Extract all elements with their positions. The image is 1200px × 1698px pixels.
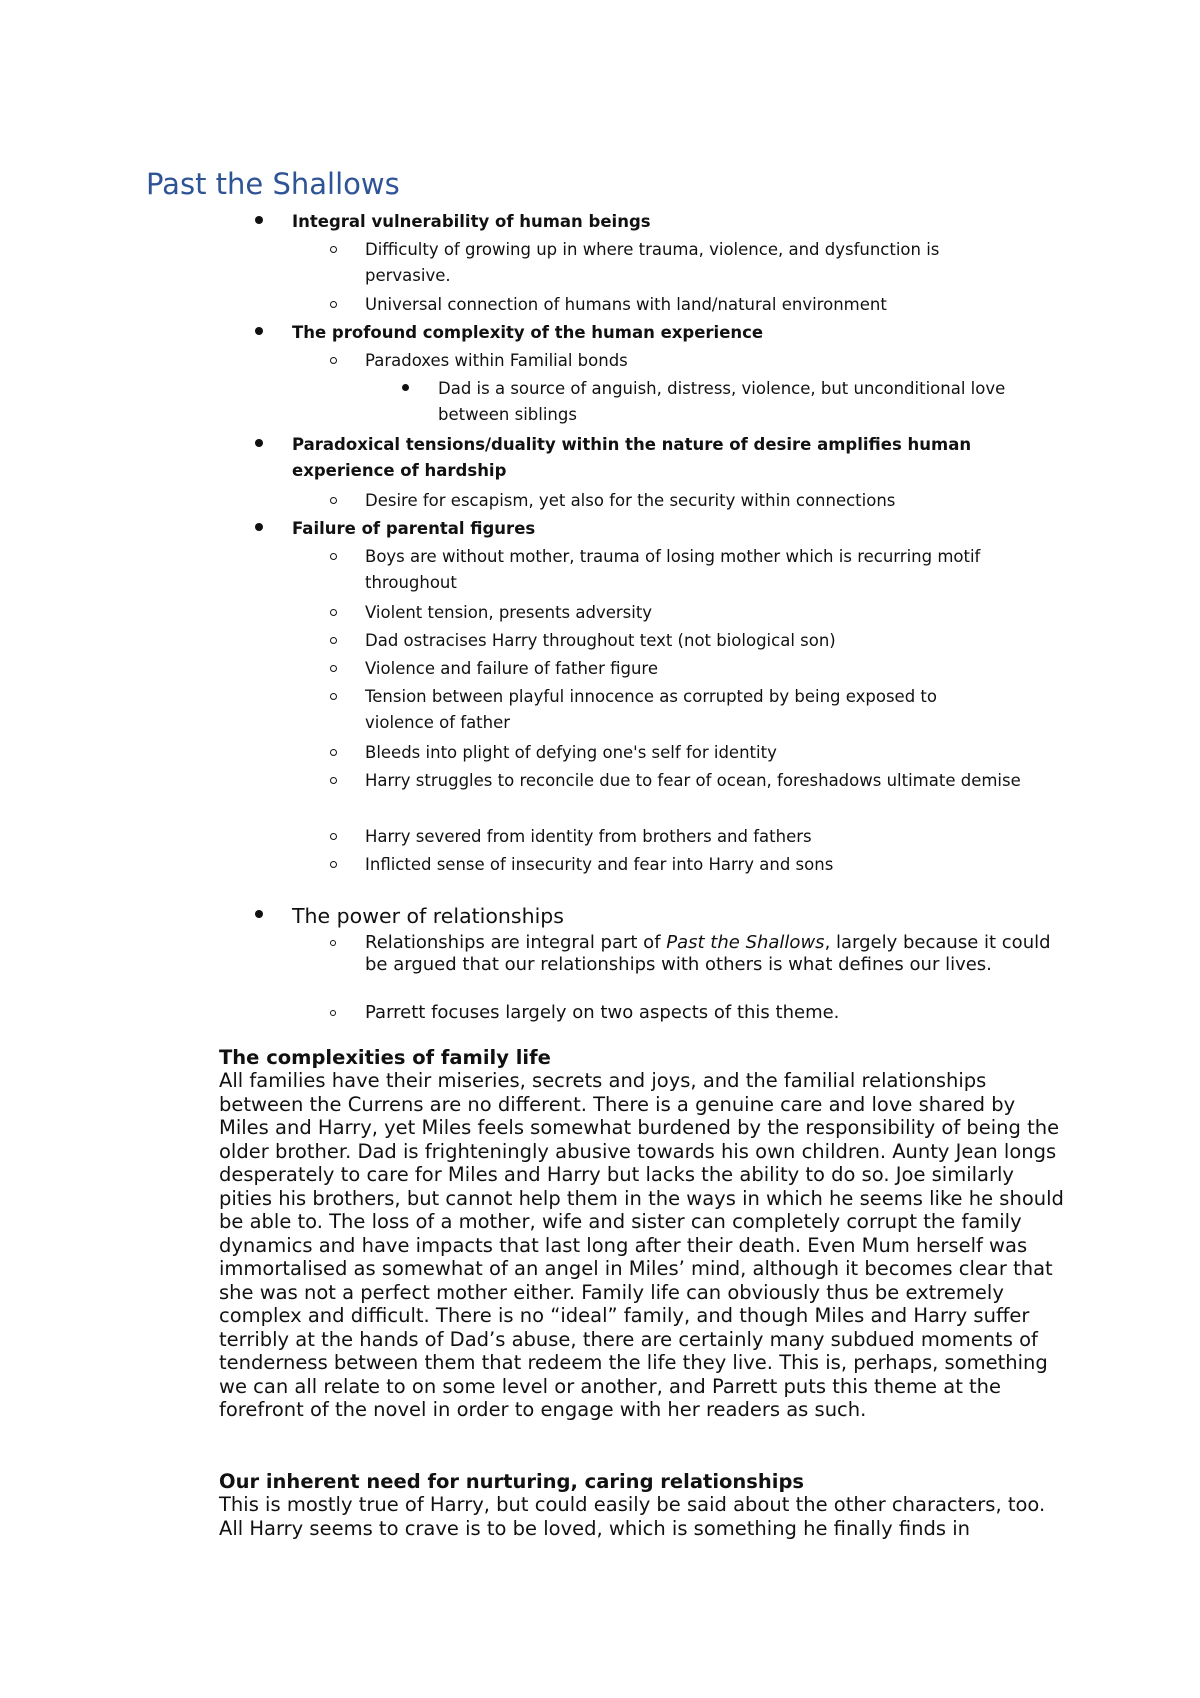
outline-item-text: Parrett focuses largely on two aspects of this theme. <box>365 1002 840 1023</box>
outline-item-text: Inflicted sense of insecurity and fear into Harry and sons <box>365 855 834 874</box>
point-playful-innocence <box>365 684 1005 736</box>
outline-item-text: Boys are without mother, trauma of losing mother which is recurring motif throughout <box>365 547 981 592</box>
bullet-icon <box>255 523 263 531</box>
circle-bullet-icon <box>330 497 337 504</box>
topic-vulnerability <box>292 209 1012 235</box>
topic-power-of-relationships <box>292 902 1012 930</box>
outline-item-text: The power of relationships <box>292 904 564 928</box>
point-violent-tension <box>365 600 1055 626</box>
point-paradoxes <box>365 348 1055 374</box>
novel-title: Past the Shallows <box>666 932 825 953</box>
outline-item-text: Desire for escapism, yet also for the security within connections <box>365 491 896 510</box>
outline-item-text: Dad ostracises Harry throughout text (not biological son) <box>365 631 836 650</box>
circle-bullet-icon <box>330 861 337 868</box>
bullet-icon <box>255 216 263 224</box>
outline-item-text: Difficulty of growing up in where trauma, violence, and dysfunction is pervasive. <box>365 240 940 285</box>
outline-item-text: Dad is a source of anguish, distress, violence, but unconditional love between siblings <box>438 379 1006 424</box>
circle-bullet-icon <box>330 1010 336 1016</box>
outline-item-text: The profound complexity of the human experience <box>292 323 764 342</box>
circle-bullet-icon <box>330 609 337 616</box>
circle-bullet-icon <box>330 777 337 784</box>
outline-item-text: Harry severed from identity from brothers and fathers <box>365 827 812 846</box>
point-growing-up <box>365 237 1025 289</box>
outline-item-text: Failure of parental figures <box>292 519 536 538</box>
paragraph-family-life: All families have their miseries, secrets and joys, and the familial relationships between the Currens are no different. There is a genuine care and love shared by Miles and Harry, yet Miles feels somewhat burdened by the responsibility of being the older brother. Dad is frighteningly abusive towards his own children. Aunty Jean longs desperately to care for Miles and Harry but lacks the ability to do so. Joe similarly pities his brothers, but cannot help them in the ways in which he seems like he should be able to. The loss of a mother, wife and sister can completely corrupt the family dynamics and have impacts that last long after their death. Even Mum herself was immortalised as somewhat of an angel in Miles’ mind, although it becomes clear that she was not a perfect mother either. Family life can obviously thus be extremely complex and difficult. There is no “ideal” family, and though Miles and Harry suffer terribly at the hands of Dad’s abuse, there are certainly many subdued moments of tenderness between them that redeem the life they live. This is, perhaps, something we can all relate to on some level or another, and Parrett puts this theme at the forefront of the novel in order to engage with her readers as such. <box>219 1069 1064 1421</box>
bullet-icon <box>255 910 263 918</box>
point-without-mother <box>365 544 1045 596</box>
circle-bullet-icon <box>330 246 337 253</box>
circle-bullet-icon <box>330 637 337 644</box>
circle-bullet-icon <box>330 833 337 840</box>
point-insecurity <box>365 852 1055 878</box>
topic-desire-duality <box>292 432 972 484</box>
bullet-icon <box>255 439 263 447</box>
subpoint-dad-anguish <box>438 376 1063 428</box>
page-title: Past the Shallows <box>146 167 400 201</box>
circle-bullet-icon <box>330 357 337 364</box>
topic-complexity <box>292 320 1012 346</box>
point-escapism <box>365 488 1055 514</box>
circle-bullet-icon <box>330 749 337 756</box>
circle-bullet-icon <box>330 553 337 560</box>
point-land-connection <box>365 292 1055 318</box>
point-fear-of-ocean <box>365 768 1025 794</box>
circle-bullet-icon <box>330 301 337 308</box>
point-text-after: , largely because it could be argued that our relationships with others is what defines our lives. <box>365 932 1051 975</box>
outline-item-text: Paradoxes within Familial bonds <box>365 351 628 370</box>
point-relationships-integral <box>365 932 1065 976</box>
paragraph-nurturing: This is mostly true of Harry, but could easily be said about the other characters, too. All Harry seems to crave is to be loved, which is something he finally finds in <box>219 1493 1046 1540</box>
section-heading-nurturing: Our inherent need for nurturing, caring relationships <box>219 1470 805 1493</box>
circle-bullet-icon <box>330 665 337 672</box>
circle-bullet-icon <box>330 693 337 700</box>
outline-item-text: Bleeds into plight of defying one's self for identity <box>365 743 777 762</box>
point-defying-self <box>365 740 1055 766</box>
point-two-aspects <box>365 1002 1055 1024</box>
outline-item-text: Violence and failure of father figure <box>365 659 658 678</box>
point-text-before: Relationships are integral part of <box>365 932 667 953</box>
outline-item-text: Violent tension, presents adversity <box>365 603 653 622</box>
point-dad-ostracises <box>365 628 1055 654</box>
topic-parental-failure <box>292 516 1012 542</box>
outline-item-text: Universal connection of humans with land/natural environment <box>365 295 887 314</box>
point-father-failure <box>365 656 1055 682</box>
circle-bullet-icon <box>330 940 336 946</box>
section-heading-family-life: The complexities of family life <box>219 1046 551 1069</box>
outline-item-text: Paradoxical tensions/duality within the nature of desire amplifies human experience of hardship <box>292 435 972 480</box>
outline-item-text: Tension between playful innocence as corrupted by being exposed to violence of father <box>365 687 937 732</box>
outline-item-text: Integral vulnerability of human beings <box>292 212 651 231</box>
bullet-icon <box>402 384 409 391</box>
outline-item-text: Harry struggles to reconcile due to fear of ocean, foreshadows ultimate demise <box>365 771 1021 790</box>
point-severed-identity <box>365 824 1055 850</box>
bullet-icon <box>255 327 263 335</box>
